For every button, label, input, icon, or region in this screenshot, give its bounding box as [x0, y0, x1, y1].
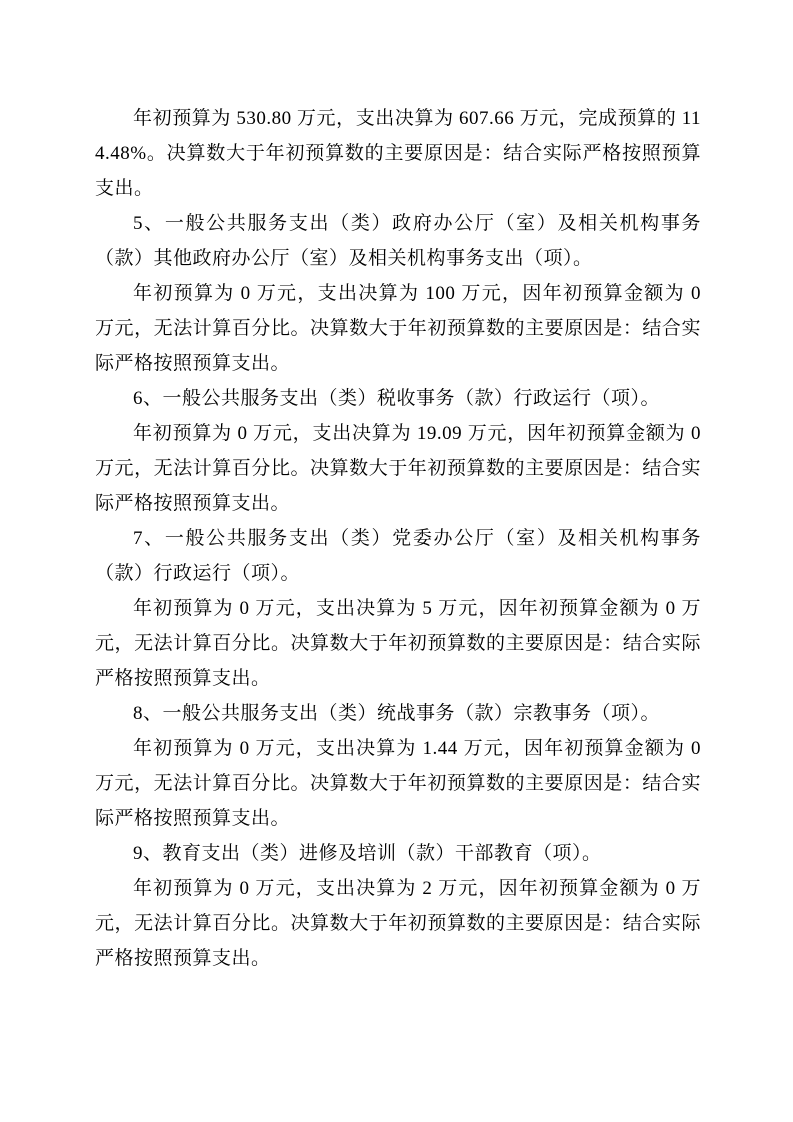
- paragraph-item-7-detail: 年初预算为 0 万元，支出决算为 5 万元，因年初预算金额为 0 万元，无法计算百分比。决算数大于年初预算数的主要原因是：结合实际严格按照预算支出。: [95, 598, 701, 689]
- paragraph-item-9-detail: 年初预算为 0 万元，支出决算为 2 万元，因年初预算金额为 0 万元，无法计算百分比。决算数大于年初预算数的主要原因是：结合实际严格按照预算支出。: [95, 878, 701, 969]
- paragraph-budget-detail-4: 年初预算为 530.80 万元，支出决算为 607.66 万元，完成预算的 114.48%。决算数大于年初预算数的主要原因是：结合实际严格按照预算支出。: [95, 108, 701, 199]
- paragraph-item-9-heading: 9、教育支出（类）进修及培训（款）干部教育（项）。: [133, 843, 602, 864]
- paragraph-item-6-heading: 6、一般公共服务支出（类）税收事务（款）行政运行（项）。: [133, 388, 661, 409]
- paragraph-item-5-heading: 5、一般公共服务支出（类）政府办公厅（室）及相关机构事务（款）其他政府办公厅（室）及相关机构事务支出（项）。: [95, 213, 701, 269]
- paragraph-item-8-heading: 8、一般公共服务支出（类）统战事务（款）宗教事务（项）。: [133, 703, 661, 724]
- document-body: [95, 101, 701, 976]
- paragraph-item-6-detail: 年初预算为 0 万元，支出决算为 19.09 万元，因年初预算金额为 0 万元，无法计算百分比。决算数大于年初预算数的主要原因是：结合实际严格按照预算支出。: [95, 423, 701, 514]
- paragraph-item-8-detail: 年初预算为 0 万元，支出决算为 1.44 万元，因年初预算金额为 0 万元，无法计算百分比。决算数大于年初预算数的主要原因是：结合实际严格按照预算支出。: [95, 738, 701, 829]
- paragraph-item-5-detail: 年初预算为 0 万元，支出决算为 100 万元，因年初预算金额为 0 万元，无法计算百分比。决算数大于年初预算数的主要原因是：结合实际严格按照预算支出。: [95, 283, 701, 374]
- paragraph-item-7-heading: 7、一般公共服务支出（类）党委办公厅（室）及相关机构事务（款）行政运行（项）。: [95, 528, 701, 584]
